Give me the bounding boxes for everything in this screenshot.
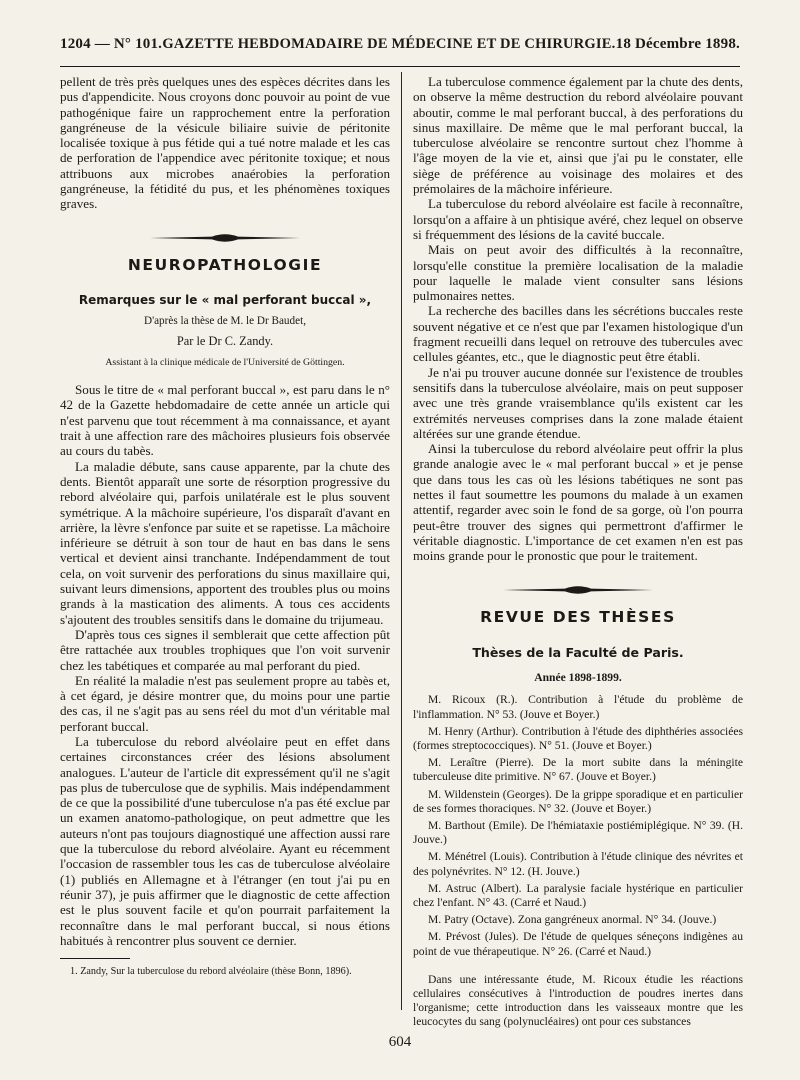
thesis-entry: M. Prévost (Jules). De l'étude de quelques séneçons indigènes au point de vue thérapeutique. N° 26. (Carré et Naud.) [413, 930, 743, 958]
thesis-entry: M. Ménétrel (Louis). Contribution à l'étude clinique des névrites et des polynévrites. N° 12. (H. Jouve.) [413, 850, 743, 878]
body-paragraph: La maladie débute, sans cause apparente, par la chute des dents. Bientôt apparaît une sorte de résorption progressive du rebord alvéolaire qui, parfois unilatérale est le plus souvent symétrique. A la mâchoire supérieure, l'os disparaît d'avant en arrière, la lèvre s'enfonce par suite et se rapetisse. La mâchoire inférieure se détruit à son tour de haut en bas dans le sens vertical et devient ainsi tranchante. Indépendamment de tout cela, on voit survenir des perforations du sinus maxillaire qui, suivant leurs dimensions, apportent des troubles plus ou moins grands à la mastication des aliments. A tous ces accidents s'ajoutent des troubles sensitifs dans le domaine du trijumeau. [60, 458, 390, 627]
body-paragraph: La recherche des bacilles dans les sécrétions buccales reste souvent négative et ce n'est que par l'examen histologique d'un fragment recueilli dans lequel on retrouve des tubercules avec cellules géantes, etc., que le diagnostic peut être établi. [413, 303, 743, 365]
opening-paragraph: pellent de très près quelques unes des espèces décrites dans les pus d'appendicite. Nous croyons donc pouvoir au point de vue pathogénique faire un rapprochement entre la perforation gangréneuse de la vésicule biliaire suivie de péritonite localisée toxique à pus fétide qui a tué notre malade et les cas de perforation de l'appendice avec péritonite toxique; et nous attribuons aux microbes anaérobies la perforation gangréneuse, la fétidité du pus, et les phénomènes toxiques graves. [60, 74, 390, 212]
footnote: 1. Zandy, Sur la tuberculose du rebord alvéolaire (thèse Bonn, 1896). [70, 966, 352, 978]
body-paragraph: Sous le titre de « mal perforant buccal », est paru dans le n° 42 de la Gazette hebdomadaire de cette année un article qui n'est parvenu que tout récemment à ma connaissance, et ayant trait à une affection rare des mâchoires plusieurs fois observée au cours du tabès. [60, 382, 390, 459]
thesis-entry: M. Ricoux (R.). Contribution à l'étude du problème de l'inflammation. N° 53. (Jouve et Boyer.) [413, 693, 743, 721]
body-paragraph: En réalité la maladie n'est pas seulement propre au tabès et, à cet égard, je désire montrer que, du moins pour une partie des cas, il ne s'agit pas au sens réel du mot d'un véritable mal perforant buccal. [60, 672, 390, 734]
header-rule [60, 66, 740, 67]
body-paragraph: La tuberculose du rebord alvéolaire peut en effet dans certaines circonstances créer des lésions absolument analogues. L'auteur de l'article dit expressément qu'il ne s'agit pas plus de tuberculose que de syphilis. Mais indépendamment de ce que la possibilité d'une tuberculose n'a pas été exclue par un examen anatomo-pathologique, on peut admettre que les auteurs n'ont pas toujours diagnostiqué une affection aussi rare que la tuberculose du rebord alvéolaire. Ayant eu récemment l'occasion de rassembler tous les cas de tuberculose alvéolaire (1) publiés en Allemagne et à l'étranger (en tout j'ai pu en réunir 37), je puis affirmer que le diagnostic de cette affection est le plus souvent facile et qu'on pourrait parfaitement la reconnaître dans le mal perforant buccal, si nous étions habitués à rencontrer plus souvent ce dernier. [60, 733, 390, 948]
body-paragraph: Ainsi la tuberculose du rebord alvéolaire peut offrir la plus grande analogie avec le « mal perforant buccal » et je pense que dans tous les cas où les lésions tabétiques ne sont pas nettes il faut soumettre les poumons du malade à un examen attentif, regarder avec soin le fond de sa gorge, où l'on pourra peut-être trouver des signes qui permettront d'affirmer le véritable diagnostic. L'importance de cet examen n'en est pas moins grande pour le pronostic que pour le traitement. [413, 441, 743, 564]
author-affiliation: Assistant à la clinique médicale de l'Université de Göttingen. [105, 356, 345, 368]
page-number: 604 [388, 1034, 412, 1050]
thesis-entry: M. Barthout (Emile). De l'hémiataxie postiémiplégique. N° 39. (H. Jouve.) [413, 819, 743, 847]
body-paragraph: La tuberculose du rebord alvéolaire est facile à reconnaître, lorsqu'on a affaire à un phtisique avéré, chez lequel on observe si fréquemment des lésions de la cavité buccale. [413, 196, 743, 242]
academic-year: Année 1898-1899. [534, 671, 622, 685]
faculty-title: Thèses de la Faculté de Paris. [472, 644, 684, 660]
thesis-entry: M. Wildenstein (Georges). De la grippe sporadique et en particulier de ses formes thoraciques. N° 32. (Jouve et Boyer.) [413, 787, 743, 815]
section-title-revue-des-theses: REVUE DES THÈSES [480, 607, 676, 626]
right-column [413, 74, 743, 1029]
body-paragraph: Je n'ai pu trouver aucune donnée sur l'existence de troubles sensitifs dans la tuberculose alvéolaire, mais on peut supposer avec une très grande vraisemblance qu'ils existent car les extrémités nerveuses comprises dans la zone malade étaient altérées sur une grande étendue. [413, 364, 743, 441]
thesis-entry: M. Henry (Arthur). Contribution à l'étude des diphthéries associées (formes streptococciques). N° 51. (Jouve et Boyer.) [413, 724, 743, 752]
review-paragraph: Dans une intéressante étude, M. Ricoux étudie les réactions cellulaires consécutives à l'introduction de poudres inertes dans l'organisme; cette introduction dans les vaisseaux montre que les leucocytes du sang (polynucléaires) ont pour ces substances [413, 972, 743, 1029]
column-divider [401, 72, 402, 1010]
ornament-divider-icon [503, 584, 653, 596]
thesis-entry: M. Leraître (Pierre). De la mort subite dans la méningite tuberculeuse dite primitive. N° 67. (Jouve et Boyer.) [413, 756, 743, 784]
body-paragraph: D'après tous ces signes il semblerait que cette affection pût être rattachée aux troubles trophiques que l'on voit survenir chez les tabétiques et comparée au mal perforant du pied. [60, 626, 390, 673]
body-paragraph: La tuberculose commence également par la chute des dents, on observe la même destruction du rebord alvéolaire pouvant aboutir, comme le mal perforant buccal, à des perforations du sinus maxillaire. De même que le mal perforant buccal, la tuberculose alvéolaire se rencontre surtout chez l'homme à l'âge moyen de la vie et, ainsi que j'ai pu le constater, elle siège de préférence au voisinage des molaires et des prémolaires de la mâchoire inférieure. [413, 74, 743, 197]
footnote-rule [60, 958, 130, 959]
header-issue: 1204 — N° 101. [60, 36, 163, 52]
article-byline: D'après la thèse de M. le Dr Baudet, [143, 315, 306, 328]
thesis-entry: M. Astruc (Albert). La paralysie faciale hystérique en particulier chez l'enfant. N° 43. (Carré et Naud.) [413, 881, 743, 910]
article-title: Remarques sur le « mal perforant buccal », [78, 292, 372, 307]
ornament-divider-icon [150, 232, 300, 244]
article-author: Par le Dr C. Zandy. [176, 333, 274, 348]
header-date: 18 Décembre 1898. [615, 36, 740, 52]
header-journal-title: GAZETTE HEBDOMADAIRE DE MÉDECINE ET DE CHIRURGIE. [162, 36, 616, 52]
running-header [60, 36, 740, 62]
body-paragraph: Mais on peut avoir des difficultés à la reconnaître, lorsqu'elle constitue la première localisation de la maladie pour laquelle le malade vient consulter sans lésions pulmonaires nettes. [413, 242, 743, 304]
thesis-entry: M. Patry (Octave). Zona gangréneux anormal. N° 34. (Jouve.) [428, 913, 717, 927]
section-title-neuropathologie: NEUROPATHOLOGIE [127, 255, 323, 274]
left-column [60, 74, 390, 1014]
